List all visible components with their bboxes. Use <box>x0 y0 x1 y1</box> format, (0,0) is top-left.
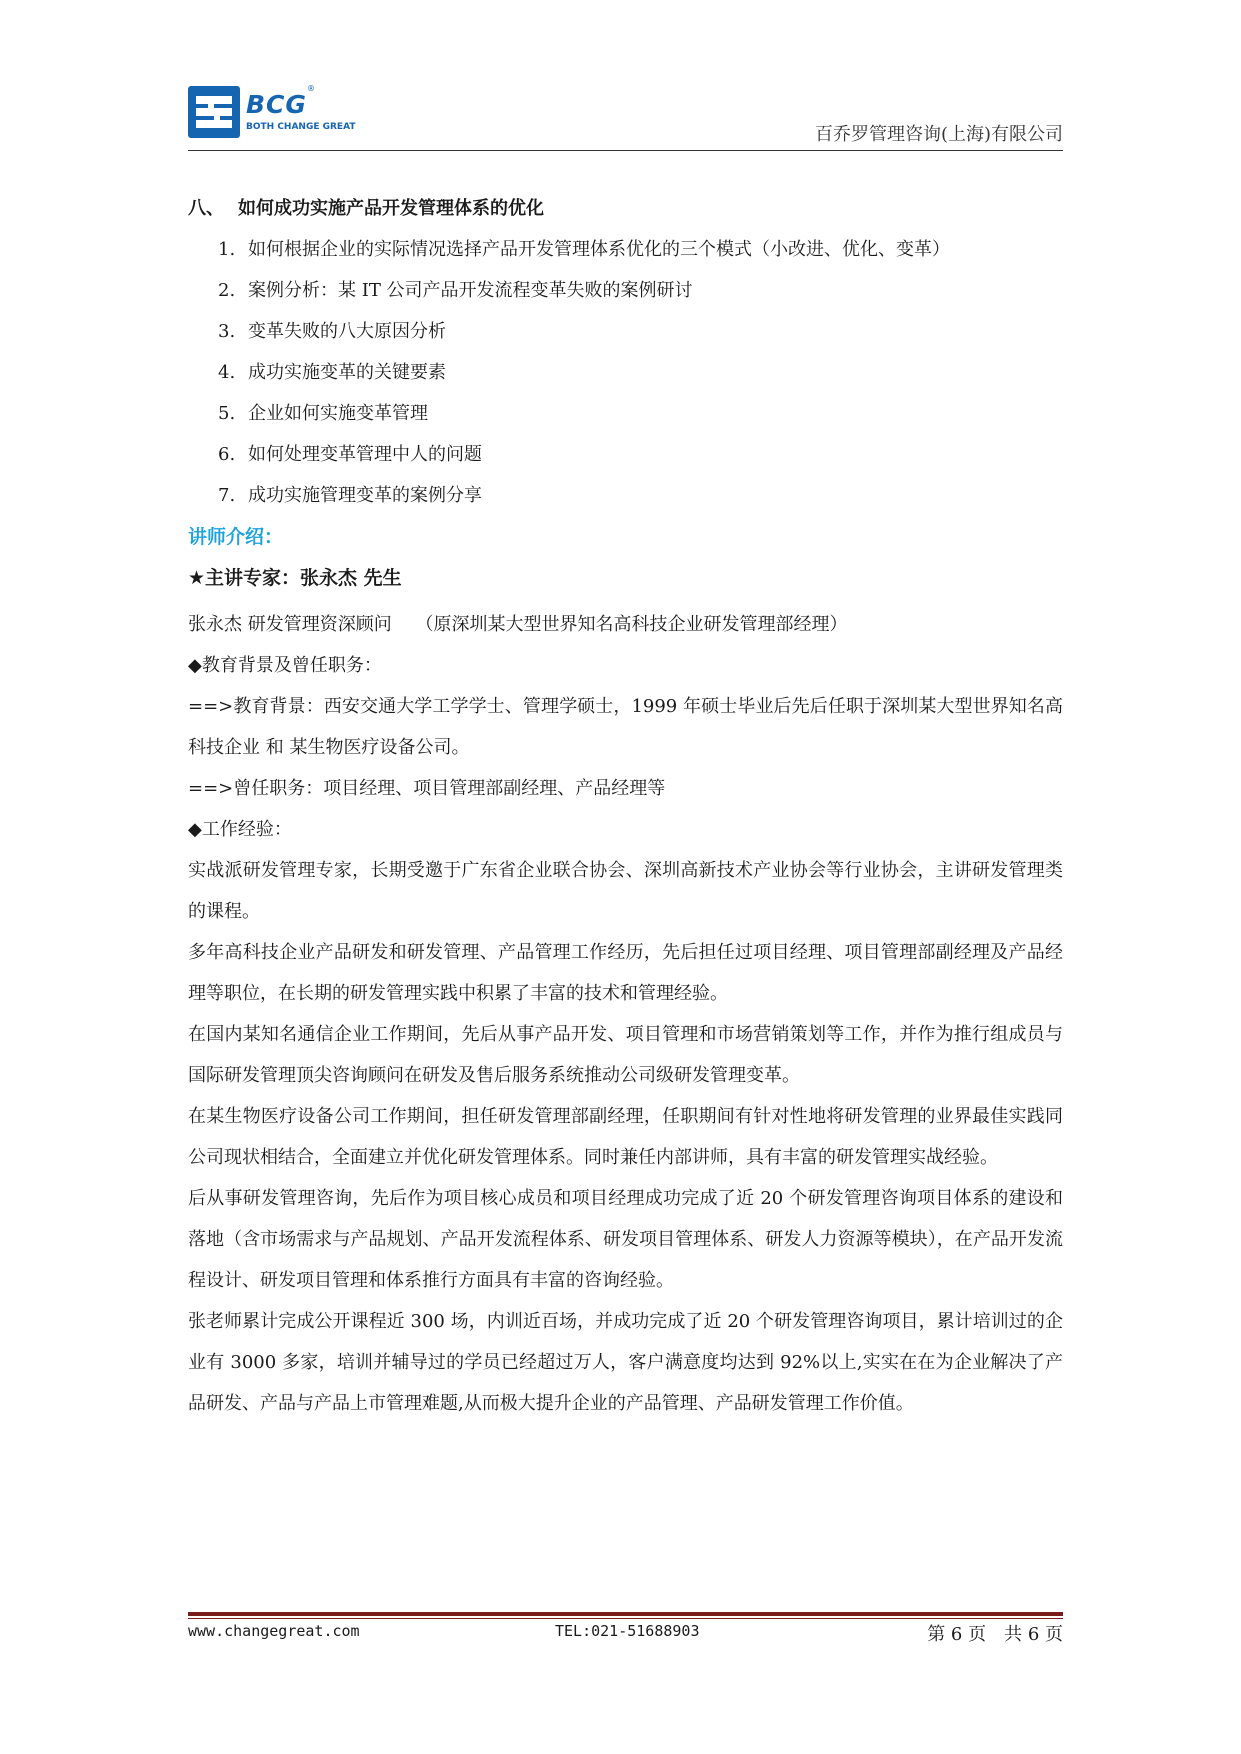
logo-subtitle: BOTH CHANGE GREAT <box>246 122 356 132</box>
positions-text: ==>曾任职务：项目经理、项目管理部副经理、产品经理等 <box>188 778 666 799</box>
work-heading: ◆工作经验： <box>188 819 292 840</box>
list-item-text: 成功实施管理变革的案例分享 <box>248 485 482 506</box>
expert-name: ★主讲专家：张永杰 先生 <box>188 567 402 589</box>
page-number: 第 6 页 共 6 页 <box>927 1624 1063 1645</box>
list-item-number: 5. <box>218 403 236 424</box>
list-item <box>188 481 1063 522</box>
list-item <box>188 358 1063 399</box>
work-paragraph: 在某生物医疗设备公司工作期间，担任研发管理部副经理，任职期间有针对性地将研发管理的业界最佳实践同公司现状相结合，全面建立并优化研发管理体系。同时兼任内部讲师，具有丰富的研发管理实战经验。 <box>188 1106 1063 1168</box>
list-item-text: 变革失败的八大原因分析 <box>248 321 446 342</box>
list-item <box>188 276 1063 317</box>
page-header <box>188 82 1063 151</box>
list-item <box>188 399 1063 440</box>
list-item-number: 1. <box>218 239 236 260</box>
list-item-text: 企业如何实施变革管理 <box>248 403 428 424</box>
list-item-number: 6. <box>218 444 236 465</box>
list-item-text: 成功实施变革的关键要素 <box>248 362 446 383</box>
section-number: 八、 <box>188 198 224 219</box>
footer-rule-thin <box>188 1618 1063 1619</box>
list-item-text: 如何根据企业的实际情况选择产品开发管理体系优化的三个模式（小改进、优化、变革） <box>248 239 950 260</box>
bcg-logo <box>188 86 368 138</box>
list-item-number: 4. <box>218 362 236 383</box>
section-heading <box>188 194 1063 235</box>
work-paragraph: 后从事研发管理咨询，先后作为项目核心成员和项目经理成功完成了近 20 个研发管理咨询项目体系的建设和落地（含市场需求与产品规划、产品开发流程体系、研发项目管理体系、研发人力资源等模块），在产品开发流程设计、研发项目管理和体系推行方面具有丰富的咨询经验。 <box>188 1188 1063 1291</box>
list-item-text: 如何处理变革管理中人的问题 <box>248 444 482 465</box>
list-item <box>188 235 1063 276</box>
document-body <box>188 194 1063 1424</box>
education-heading: ◆教育背景及曾任职务： <box>188 655 382 676</box>
work-paragraph: 在国内某知名通信企业工作期间，先后从事产品开发、项目管理和市场营销策划等工作，并作为推行组成员与国际研发管理顶尖咨询顾问在研发及售后服务系统推动公司级研发管理变革。 <box>188 1024 1063 1086</box>
logo-text: BCG <box>246 90 307 119</box>
footer-rule <box>188 1612 1063 1616</box>
list-item-number: 2. <box>218 280 236 301</box>
work-paragraph: 张老师累计完成公开课程近 300 场，内训近百场，并成功完成了近 20 个研发管理咨询项目，累计培训过的企业有 3000 多家，培训并辅导过的学员已经超过万人，客户满意度均达到 92%以上,实实在在为企业解决了产品研发、产品与产品上市管理难题,从而极大提升企业的产品管理、产品研发管理工作价值。 <box>188 1311 1063 1414</box>
list-item <box>188 317 1063 358</box>
lecturer-heading: 讲师介绍： <box>188 526 284 548</box>
list-item-number: 3. <box>218 321 236 342</box>
page-footer <box>188 1622 1063 1652</box>
company-name: 百乔罗管理咨询(上海)有限公司 <box>814 124 1063 145</box>
expert-title: 张永杰 研发管理资深顾问 （原深圳某大型世界知名高科技企业研发管理部经理） <box>188 614 848 635</box>
list-item <box>188 440 1063 481</box>
list-item-text: 案例分析：某 IT 公司产品开发流程变革失败的案例研讨 <box>248 280 693 301</box>
work-paragraph: 多年高科技企业产品研发和研发管理、产品管理工作经历，先后担任过项目经理、项目管理部副经理及产品经理等职位，在长期的研发管理实践中积累了丰富的技术和管理经验。 <box>188 942 1063 1004</box>
section-title: 如何成功实施产品开发管理体系的优化 <box>238 198 544 219</box>
work-paragraph: 实战派研发管理专家，长期受邀于广东省企业联合协会、深圳高新技术产业协会等行业协会，主讲研发管理类的课程。 <box>188 860 1063 922</box>
footer-telephone: TEL:021-51688903 <box>555 1622 700 1640</box>
list-item-number: 7. <box>218 485 236 506</box>
footer-website: www.changegreat.com <box>188 1622 360 1640</box>
registered-mark: ® <box>307 84 315 93</box>
education-text: ==>教育背景：西安交通大学工学学士、管理学硕士，1999 年硕士毕业后先后任职于深圳某大型世界知名高科技企业 和 某生物医疗设备公司。 <box>188 696 1063 758</box>
bcg-logo-icon <box>188 86 240 138</box>
